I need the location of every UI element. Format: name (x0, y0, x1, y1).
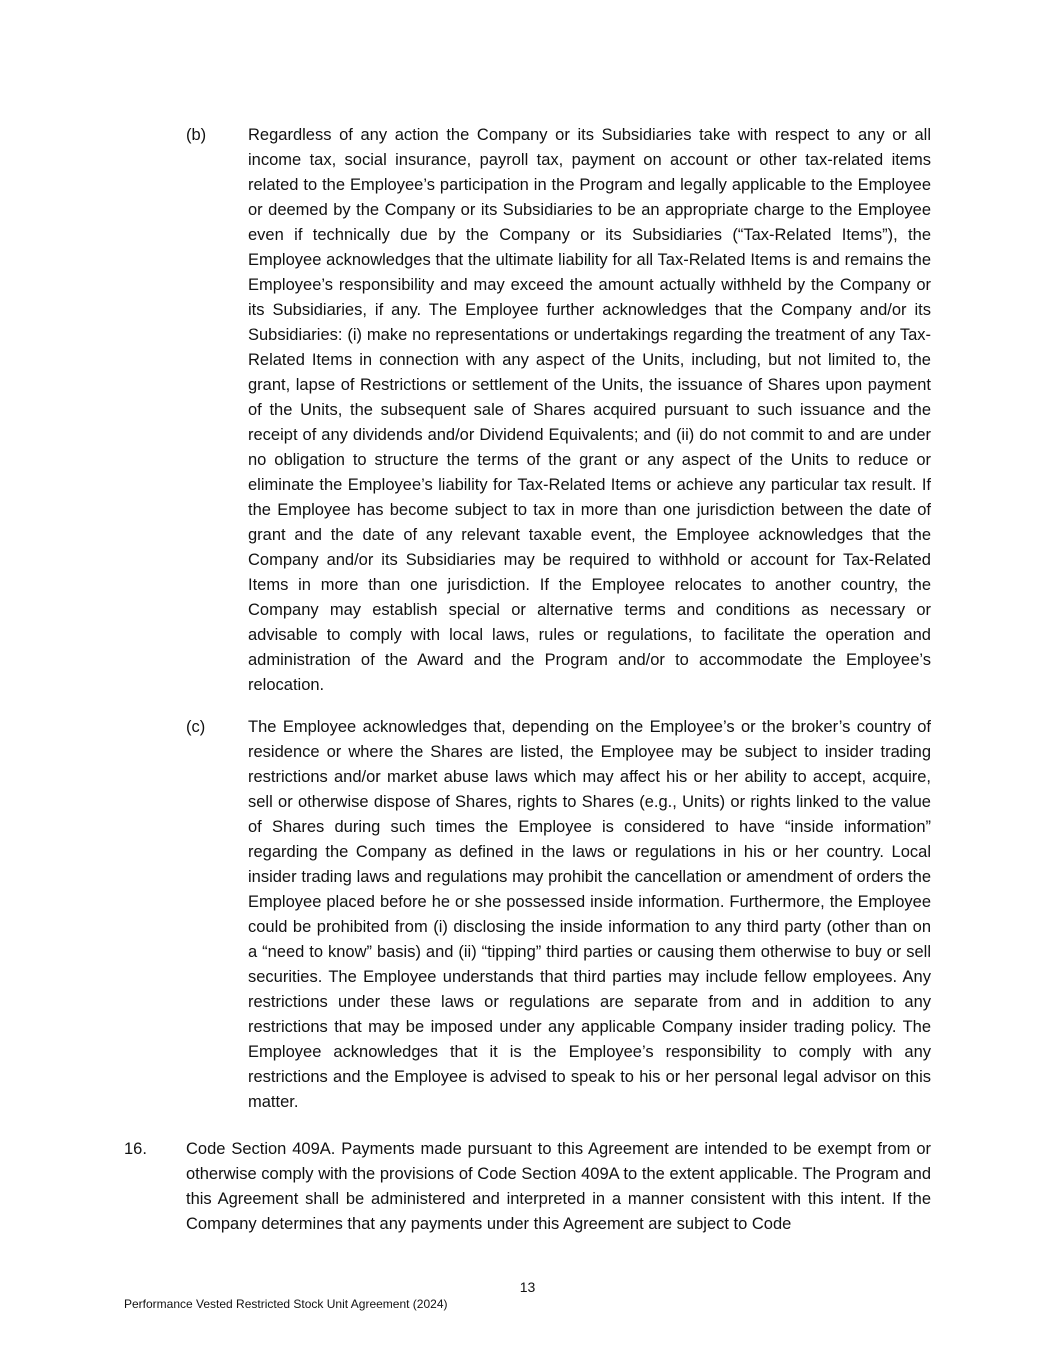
paragraph-b (186, 123, 931, 698)
paragraph-b-label: (b) (186, 126, 207, 144)
section-16 (124, 1137, 931, 1237)
paragraph-c (186, 715, 931, 1115)
paragraph-b-text: Regardless of any action the Company or its Subsidiaries take with respect to any or all income tax, social insurance, payroll tax, payment on account or other tax-related items related to the Employee’s participation in the Program and legally applicable to the Employee or deemed by the Company or its Subsidiaries to be an appropriate charge to the Employee even if technically due by the Company or its Subsidiaries (“Tax-Related Items”), the Employee acknowledges that the ultimate liability for all Tax-Related Items is and remains the Employee’s responsibility and may exceed the amount actually withheld by the Company or its Subsidiaries, if any. The Employee further acknowledges that the Company and/or its Subsidiaries: (i) make no representations or undertakings regarding the treatment of any Tax-Related Items in connection with any aspect of the Units, including, but not limited to, the grant, lapse of Restrictions or settlement of the Units, the issuance of Shares upon payment of the Units, the subsequent sale of Shares acquired pursuant to such issuance and the receipt of any dividends and/or Dividend Equivalents; and (ii) do not commit to and are under no obligation to structure the terms of the grant or any aspect of the Units to reduce or eliminate the Employee’s liability for Tax-Related Items or achieve any particular tax result. If the Employee has become subject to tax in more than one jurisdiction between the date of grant and the date of any relevant taxable event, the Employee acknowledges that the Company and/or its Subsidiaries may be required to withhold or account for Tax-Related Items in more than one jurisdiction. If the Employee relocates to another country, the Company may establish special or alternative terms and conditions as necessary or advisable to comply with local laws, rules or regulations, to facilitate the operation and administration of the Award and the Program and/or to accommodate the Employee’s relocation. (248, 126, 931, 694)
paragraph-c-text: The Employee acknowledges that, depending on the Employee’s or the broker’s country of residence or where the Shares are listed, the Employee may be subject to insider trading restrictions and/or market abuse laws which may affect his or her ability to accept, acquire, sell or otherwise dispose of Shares, rights to Shares (e.g., Units) or rights linked to the value of Shares during such times the Employee is considered to have “inside information” regarding the Company as defined in the laws or regulations in his or her country. Local insider trading laws and regulations may prohibit the cancellation or amendment of orders the Employee placed before he or she possessed inside information. Furthermore, the Employee could be prohibited from (i) disclosing the inside information to any third party (other than on a “need to know” basis) and (ii) “tipping” third parties or causing them otherwise to buy or sell securities. The Employee understands that third parties may include fellow employees. Any restrictions under these laws or regulations are separate from and in addition to any restrictions that may be imposed under any applicable Company insider trading policy. The Employee acknowledges that it is the Employee’s responsibility to comply with any restrictions and the Employee is advised to speak to his or her personal legal advisor on this matter. (248, 718, 931, 1111)
section-16-number: 16. (124, 1140, 147, 1158)
paragraph-c-label: (c) (186, 718, 206, 736)
section-16-text: Code Section 409A. Payments made pursuant to this Agreement are intended to be exempt from or otherwise comply with the provisions of Code Section 409A to the extent applicable. The Program and this Agreement shall be administered and interpreted in a manner consistent with this intent. If the Company determines that any payments under this Agreement are subject to Code (186, 1140, 931, 1233)
footer-title: Performance Vested Restricted Stock Unit Agreement (2024) (124, 1297, 448, 1311)
page-number: 13 (519, 1279, 536, 1295)
